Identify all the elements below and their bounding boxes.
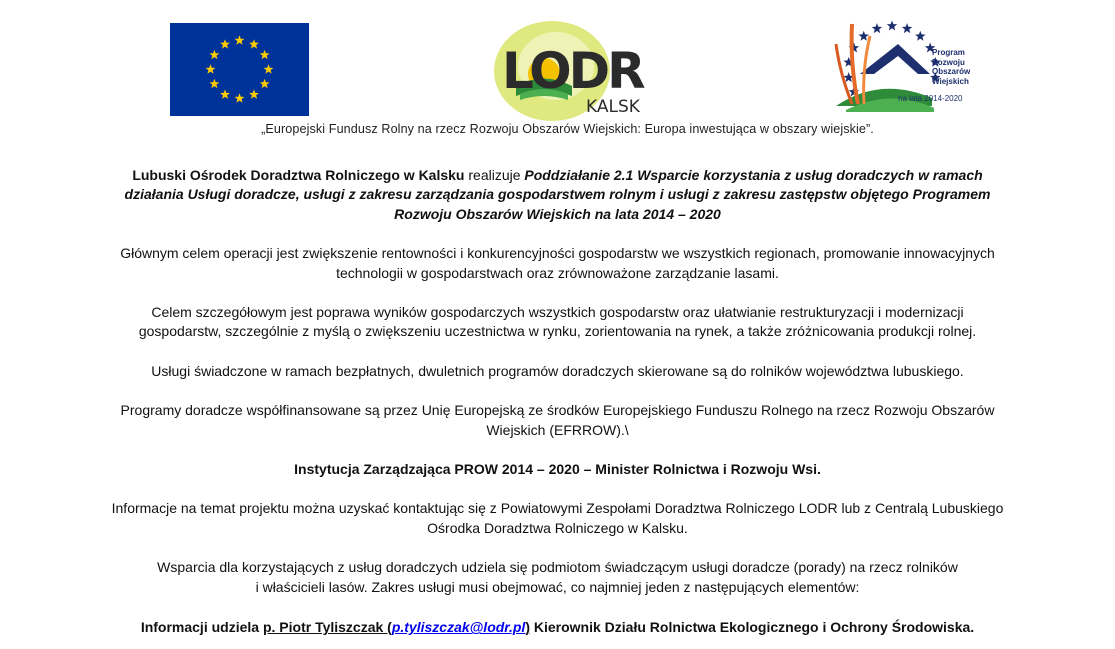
prow-line-2: Rozwoju	[932, 57, 965, 67]
cofinancing-paragraph	[70, 401, 1045, 440]
support-paragraph	[70, 558, 1045, 597]
star-icon	[887, 21, 897, 31]
contact-person: p. Piotr Tyliszczak (	[262, 619, 392, 636]
contact-close: )	[525, 619, 530, 636]
managing-authority: Instytucja Zarządzająca PROW 2014 – 2020 – Minister Rolnictwa i Rozwoju Wsi.	[294, 461, 821, 478]
prow-line-3: Obszarów	[932, 67, 971, 77]
prow-line-1: Program	[932, 48, 965, 57]
contact-prefix: Informacji udziela	[140, 619, 263, 636]
specific-goal-paragraph	[70, 303, 1045, 342]
intro-measure-line-1: Poddziałanie 2.1 Wsparcie korzystania z usług doradczych w ramach	[524, 167, 983, 183]
intro-verb: realizuje	[464, 167, 525, 183]
contact-paragraph	[70, 618, 1045, 637]
star-icon	[872, 23, 882, 33]
cofinancing-line-1: Programy doradcze współfinansowane są przez Unię Europejską ze środków Europejskiego Funduszu Rolnego na rzecz Rozwoju Obszarów	[120, 402, 995, 419]
header-banner	[160, 8, 975, 144]
support-line-2: i właścicieli lasów. Zakres usługi musi obejmować, co najmniej jeden z następujących elementów:	[255, 578, 860, 595]
prow-line-4: Wiejskich	[932, 76, 969, 86]
specific-goal-line-2: gospodarstw, szczególnie z myślą o zwiększeniu uczestnictwa w rynku, zorientowania na rynek, a także zróżnicowania produkcji rolnej.	[138, 323, 977, 340]
star-icon	[915, 31, 925, 41]
main-goal-paragraph	[70, 244, 1045, 283]
lodr-logo-sub: KALSK	[586, 97, 640, 117]
main-goal-line-2: technologii w gospodarstwach oraz zrównoważone zarządzanie lasami.	[336, 264, 779, 281]
intro-measure-line-2: działania Usługi doradcze, usługi z zakresu zarządzania gospodarstwem rolnym i usługi z zakresu zastępstw objętego Programem	[124, 186, 991, 203]
cofinancing-line-2: Wiejskich (EFRROW).\	[486, 421, 629, 438]
organization-name: Lubuski Ośrodek Doradztwa Rolniczego w Kalsku	[132, 167, 465, 183]
prow-years: na lata 2014-2020	[898, 94, 963, 103]
services-paragraph: Usługi świadczone w ramach bezpłatnych, dwuletnich programów doradczych skierowane są do rolników województwa lubuskiego.	[151, 362, 964, 379]
specific-goal-line-1: Celem szczegółowym jest poprawa wyników gospodarczych wszystkich gospodarstw oraz ułatwianie restrukturyzacji i modernizacji	[151, 304, 964, 321]
star-icon	[858, 31, 868, 41]
banner-slogan: „Europejski Fundusz Rolny na rzecz Rozwoju Obszarów Wiejskich: Europa inwestująca w obszary wiejskie”.	[261, 122, 874, 136]
contact-email-link[interactable]: p.tyliszczak@lodr.pl	[391, 619, 526, 636]
lodr-logo-word: LODR	[502, 42, 643, 100]
main-content	[70, 166, 1045, 638]
main-goal-line-1: Głównym celem operacji jest zwiększenie rentowności i konkurencyjności gospodarstw we wszystkich regionach, promowanie innowacyjnych	[120, 245, 995, 262]
project-info-line-2: Ośrodka Doradztwa Rolniczego w Kalsku.	[427, 519, 688, 536]
lodr-kalsk-logo	[494, 16, 664, 126]
prow-logo-text	[932, 48, 970, 86]
intro-measure-line-3: Rozwoju Obszarów Wiejskich na lata 2014 – 2020	[394, 205, 721, 222]
contact-suffix: Kierownik Działu Rolnictwa Ekologicznego i Ochrony Środowiska.	[529, 619, 975, 636]
project-info-line-1: Informacje na temat projektu można uzyskać kontaktując się z Powiatowymi Zespołami Doradztwa Rolniczego LODR lub z Centralą Lubuskiego	[111, 500, 1004, 517]
support-line-1: Wsparcia dla korzystających z usług doradczych udziela się podmiotom świadczącym usługi doradcze (porady) na rzecz rolników	[157, 559, 958, 576]
eu-flag-icon	[170, 23, 309, 116]
project-info-paragraph	[70, 499, 1045, 538]
star-icon	[902, 23, 912, 33]
intro-paragraph	[70, 166, 1045, 224]
